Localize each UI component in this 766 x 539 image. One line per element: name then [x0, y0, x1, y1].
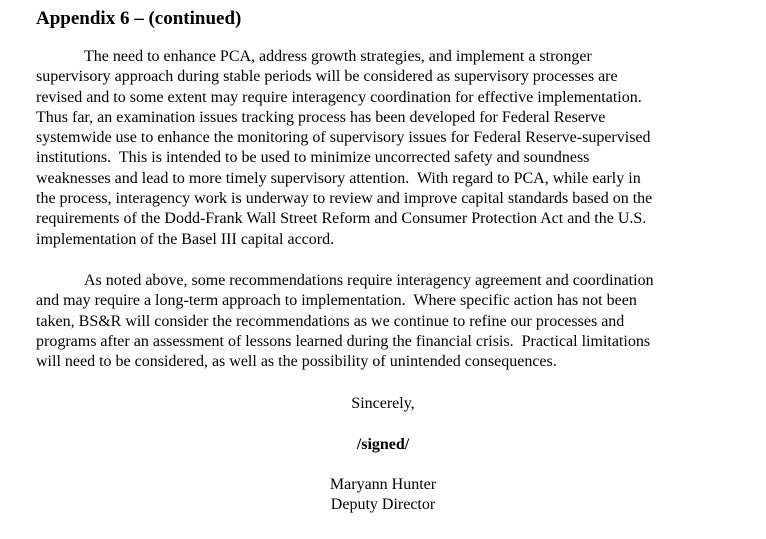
- salutation: Sincerely,: [351, 395, 415, 413]
- text-line: the process, interagency work is underway to review and improve capital standards based on the: [36, 190, 653, 208]
- signed-placeholder: /signed/: [356, 435, 410, 453]
- letter-body: [36, 47, 738, 372]
- text-line: implementation of the Basel III capital accord.: [36, 230, 335, 248]
- text-line: The need to enhance PCA, address growth strategies, and implement a stronger: [84, 48, 592, 65]
- text-line: and may require a long-term approach to implementation. Where specific action has not been: [36, 292, 637, 310]
- text-line: will need to be considered, as well as the possibility of unintended consequences.: [36, 353, 557, 371]
- signer-name: Maryann Hunter: [329, 476, 437, 494]
- text-line: As noted above, some recommendations require interagency agreement and coordination: [84, 271, 654, 289]
- text-line: systemwide use to enhance the monitoring of supervisory issues for Federal Reserve-supervised: [36, 129, 651, 147]
- signer-title: Deputy Director: [330, 496, 436, 514]
- appendix-heading: Appendix 6 – (continued): [36, 8, 242, 29]
- text-line: requirements of the Dodd-Frank Wall Street Reform and Consumer Protection Act and the U.S.: [36, 210, 647, 228]
- text-line: taken, BS&R will consider the recommendations as we continue to refine our processes and: [36, 312, 625, 330]
- paragraph-1: [36, 47, 738, 250]
- text-line: weaknesses and lead to more timely supervisory attention. With regard to PCA, while early in: [36, 169, 641, 187]
- paragraph-2: [36, 271, 738, 372]
- text-line: programs after an assessment of lessons learned during the financial crisis. Practical limitations: [36, 332, 651, 350]
- text-line: institutions. This is intended to be used to minimize uncorrected safety and soundness: [36, 149, 590, 167]
- text-line: supervisory approach during stable periods will be considered as supervisory processes are: [36, 68, 618, 86]
- text-line: Thus far, an examination issues tracking process has been developed for Federal Reserve: [36, 108, 606, 126]
- closing-block: [0, 394, 766, 515]
- text-line: revised and to some extent may require interagency coordination for effective implementation.: [36, 88, 642, 106]
